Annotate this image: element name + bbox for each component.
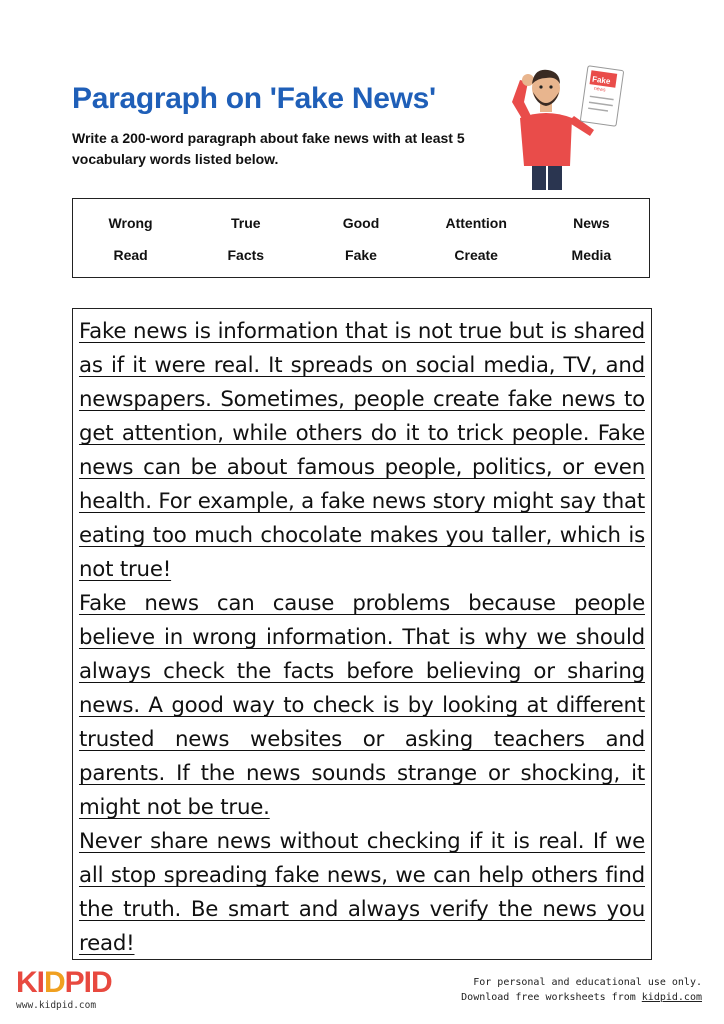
vocab-word: True bbox=[231, 215, 261, 231]
svg-text:news: news bbox=[593, 85, 606, 94]
footer-note-line2: Download free worksheets from kidpid.com bbox=[461, 992, 702, 1003]
vocab-word: Good bbox=[342, 215, 380, 231]
footer-note-line1: For personal and educational use only. bbox=[473, 977, 702, 988]
vocab-word: Wrong bbox=[108, 215, 153, 231]
vocab-word: Facts bbox=[227, 247, 265, 263]
paragraph-3: Never share news without checking if it is real. If we all stop spreading fake news, we can help others find the truth. Be smart and always verify the news you read! bbox=[79, 829, 645, 956]
kidpid-link[interactable]: kidpid.com bbox=[641, 992, 702, 1003]
vocab-word: Fake bbox=[345, 247, 377, 263]
footer-note bbox=[461, 975, 702, 1005]
vocabulary-box bbox=[72, 198, 650, 278]
logo-url: www.kidpid.com bbox=[16, 1000, 97, 1011]
kidpid-logo bbox=[16, 968, 112, 1011]
vocab-word: Media bbox=[571, 247, 612, 263]
vocab-word: Attention bbox=[445, 215, 507, 231]
confused-man-holding-newspaper-illustration bbox=[498, 58, 630, 190]
worksheet-title: Paragraph on 'Fake News' bbox=[72, 82, 436, 115]
vocab-word: Create bbox=[454, 247, 498, 263]
paragraph-2: Fake news can cause problems because people believe in wrong information. That is why we should always check the facts before believing or sharing news. A good way to check is by looking at different trusted news websites or asking teachers and parents. If the news sounds strange or shocking, it might not be true. bbox=[79, 591, 645, 820]
worksheet-instructions: Write a 200-word paragraph about fake news with at least 5 vocabulary words listed below. bbox=[72, 130, 465, 167]
paragraph-answer-box bbox=[72, 308, 652, 960]
paragraph-1: Fake news is information that is not true but is shared as if it were real. It spreads on social media, TV, and newspapers. Sometimes, people create fake news to get attention, while others do it to trick people. Fake news can be about famous people, politics, or even health. For example, a fake news story might say that eating too much chocolate makes you taller, which is not true! bbox=[79, 319, 645, 582]
svg-text:Fake: Fake bbox=[591, 74, 611, 86]
logo-wordmark: KIDPID bbox=[16, 966, 112, 999]
vocab-word: Read bbox=[113, 247, 148, 263]
vocab-word: News bbox=[573, 215, 610, 231]
